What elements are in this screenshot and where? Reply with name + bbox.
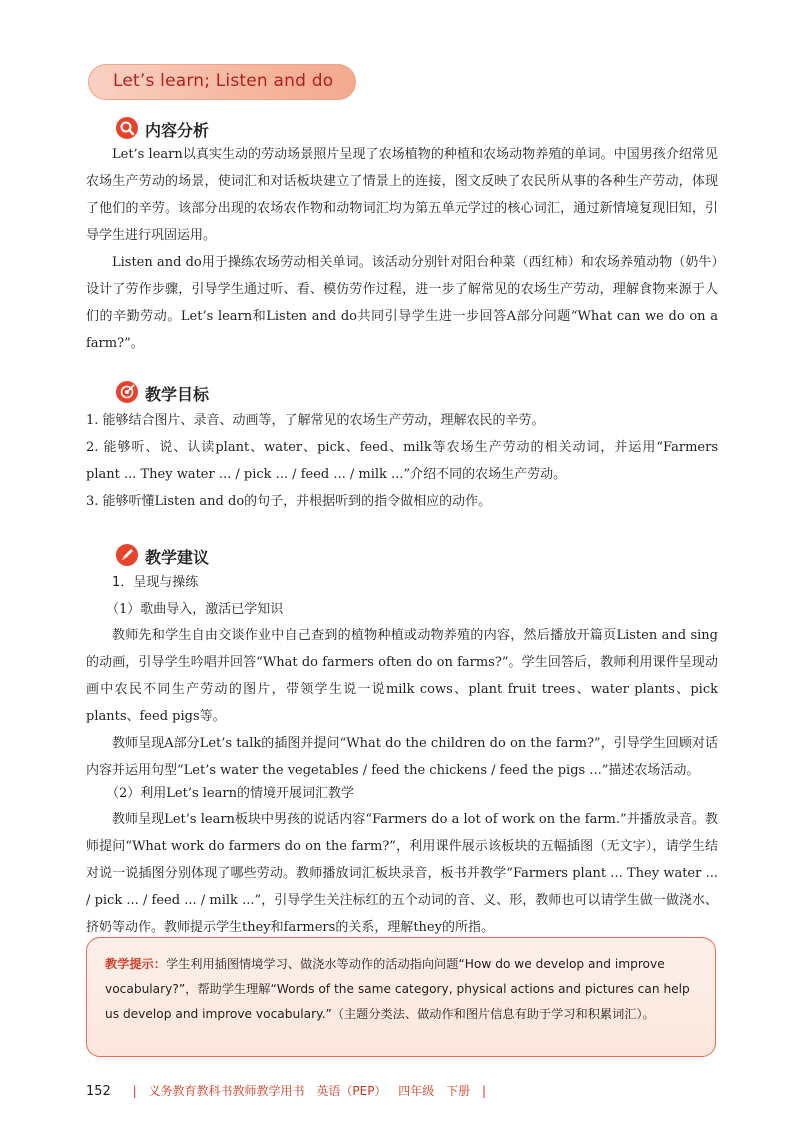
step1-paragraph-2: 教师呈现A部分Let’s talk的插图并提问“What do the children do on the farm?”，引导学生回顾对话内容并运用句型“Let’s water the vegetables / feed the chickens / feed the pigs ...”描述农场活动。 (86, 736, 718, 778)
pencil-icon (116, 544, 138, 566)
teaching-tip-box (86, 937, 716, 1057)
goal-item-1: 1. 能够结合图片、录音、动画等，了解常见的农场生产劳动，理解农民的辛劳。 (86, 413, 545, 428)
analysis-paragraph-1: Let’s learn以真实生动的劳动场景照片呈现了农场植物的种植和农场动物养殖的单词。中国男孩介绍常见农场生产劳动的场景，使词汇和对话板块建立了情景上的连接，图文反映了农民所从事的各种生产劳动，体现了他们的辛劳。该部分出现的农场农作物和动物词汇均为第五单元学过的核心词汇，通过新情境复现旧知，引导学生进行巩固运用。 (86, 147, 718, 243)
book-volume: 下册 (446, 1084, 471, 1098)
analysis-paragraph-2: Listen and do用于操练农场劳动相关单词。该活动分别针对阳台种菜（西红柿）和农场养殖动物（奶牛）设计了劳作步骤，引导学生通过听、看、模仿劳作过程，进一步了解常见的农场生产劳动，理解食物来源于人们的辛勤劳动。Let’s learn和Listen and do共同引导学生进一步回答A部分问题“What can we do on a farm?”。 (86, 255, 718, 351)
footer-divider: | (132, 1084, 137, 1098)
suggestions-subtitle: 1．呈现与操练 (112, 575, 199, 590)
step2-paragraph: 教师呈现Let’s learn板块中男孩的说话内容“Farmers do a lot of work on the farm.”并播放录音。教师提问“What work do farmers do on the farm?”，利用课件展示该板块的五幅插图（无文字），请学生结对说一说插图分别体现了哪些劳动。教师播放词汇板块录音，板书并教学“Farmers plant ... They water ... / pick ... / feed ... / milk ...”，引导学生关注标红的五个动词的音、义、形，教师也可以请学生做一做浇水、挤奶等动作。教师提示学生they和farmers的关系，理解they的所指。 (86, 812, 718, 935)
magnifier-icon (116, 117, 138, 139)
book-subject: 英语（PEP） (316, 1084, 387, 1098)
step1-paragraph-1: 教师先和学生自由交谈作业中自己查到的植物种植或动物养殖的内容，然后播放开篇页Listen and sing的动画，引导学生吟唱并回答“What do farmers often do on farms?”。学生回答后，教师利用课件呈现动画中农民不同生产劳动的图片，带领学生说一说milk cows、plant fruit trees、water plants、pick plants、feed pigs等。 (86, 628, 718, 724)
banner-title: Let’s learn; Listen and do (113, 71, 334, 91)
goal-item-2: 2. 能够听、说、认读plant、water、pick、feed、milk等农场生产劳动的相关动词，并运用“Farmers plant ... They water ... / pick ... / feed ... / milk ...”介绍不同的农场生产劳动。 (86, 440, 718, 482)
target-icon (116, 381, 138, 403)
step1-heading: （1）歌曲导入，激活已学知识 (106, 602, 284, 617)
book-series: 义务教育教科书教师教学用书 (148, 1084, 305, 1098)
book-grade: 四年级 (398, 1084, 435, 1098)
page-footer (86, 1082, 494, 1099)
page-number: 152 (86, 1084, 111, 1099)
footer-divider-end: | (481, 1084, 486, 1098)
tip-text: 学生利用插图情境学习、做浇水等动作的活动指向问题“How do we develop and improve vocabulary?”，帮助学生理解“Words of the same category, physical actions and pictures can help us develop and improve vocabulary.”（主题分类法、做动作和图片信息有助于学习和积累词汇）。 (105, 957, 690, 1021)
tip-label: 教学提示： (105, 957, 166, 971)
goal-item-3: 3. 能够听懂Listen and do的句子，并根据听到的指令做相应的动作。 (86, 494, 492, 509)
suggestions-title: 教学建议 (145, 548, 210, 567)
goals-title: 教学目标 (145, 385, 210, 404)
analysis-title: 内容分析 (145, 121, 210, 140)
step2-heading: （2）利用Let’s learn的情境开展词汇教学 (106, 786, 354, 801)
